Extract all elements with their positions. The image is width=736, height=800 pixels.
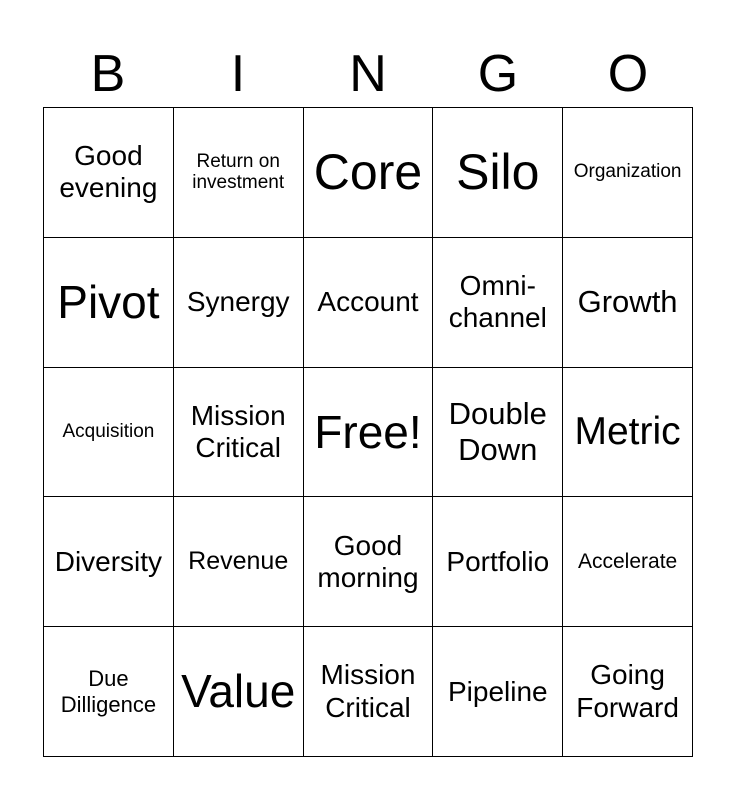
bingo-cell[interactable]: Account [304, 238, 434, 368]
bingo-cell[interactable]: Pivot [44, 238, 174, 368]
bingo-board [43, 107, 693, 757]
bingo-cell[interactable]: Good evening [44, 108, 174, 238]
header-letter-o: O [607, 45, 649, 103]
bingo-cell[interactable]: Synergy [174, 238, 304, 368]
bingo-cell[interactable]: Mission Critical [174, 368, 304, 498]
bingo-cell[interactable]: Acquisition [44, 368, 174, 498]
bingo-cell[interactable]: Diversity [44, 497, 174, 627]
header-letter-g: G [477, 45, 519, 103]
bingo-cell[interactable]: Organization [563, 108, 693, 238]
bingo-cell[interactable]: Core [304, 108, 434, 238]
bingo-cell[interactable]: Mission Critical [304, 627, 434, 757]
bingo-cell[interactable]: Accelerate [563, 497, 693, 627]
bingo-cell[interactable]: Silo [433, 108, 563, 238]
free-space-cell[interactable]: Free! [304, 368, 434, 498]
bingo-cell[interactable]: Value [174, 627, 304, 757]
bingo-cell[interactable]: Good morning [304, 497, 434, 627]
bingo-cell[interactable]: Double Down [433, 368, 563, 498]
header-letter-i: I [230, 45, 246, 103]
bingo-cell[interactable]: Growth [563, 238, 693, 368]
bingo-header [43, 42, 693, 106]
bingo-cell[interactable]: Pipeline [433, 627, 563, 757]
bingo-cell[interactable]: Due Dilligence [44, 627, 174, 757]
bingo-cell[interactable]: Going Forward [563, 627, 693, 757]
bingo-cell[interactable]: Portfolio [433, 497, 563, 627]
header-letter-n: N [349, 45, 387, 103]
bingo-cell[interactable]: Return on investment [174, 108, 304, 238]
bingo-cell[interactable]: Revenue [174, 497, 304, 627]
bingo-cell[interactable]: Omni-channel [433, 238, 563, 368]
bingo-cell[interactable]: Metric [563, 368, 693, 498]
header-letter-b: B [90, 45, 126, 103]
